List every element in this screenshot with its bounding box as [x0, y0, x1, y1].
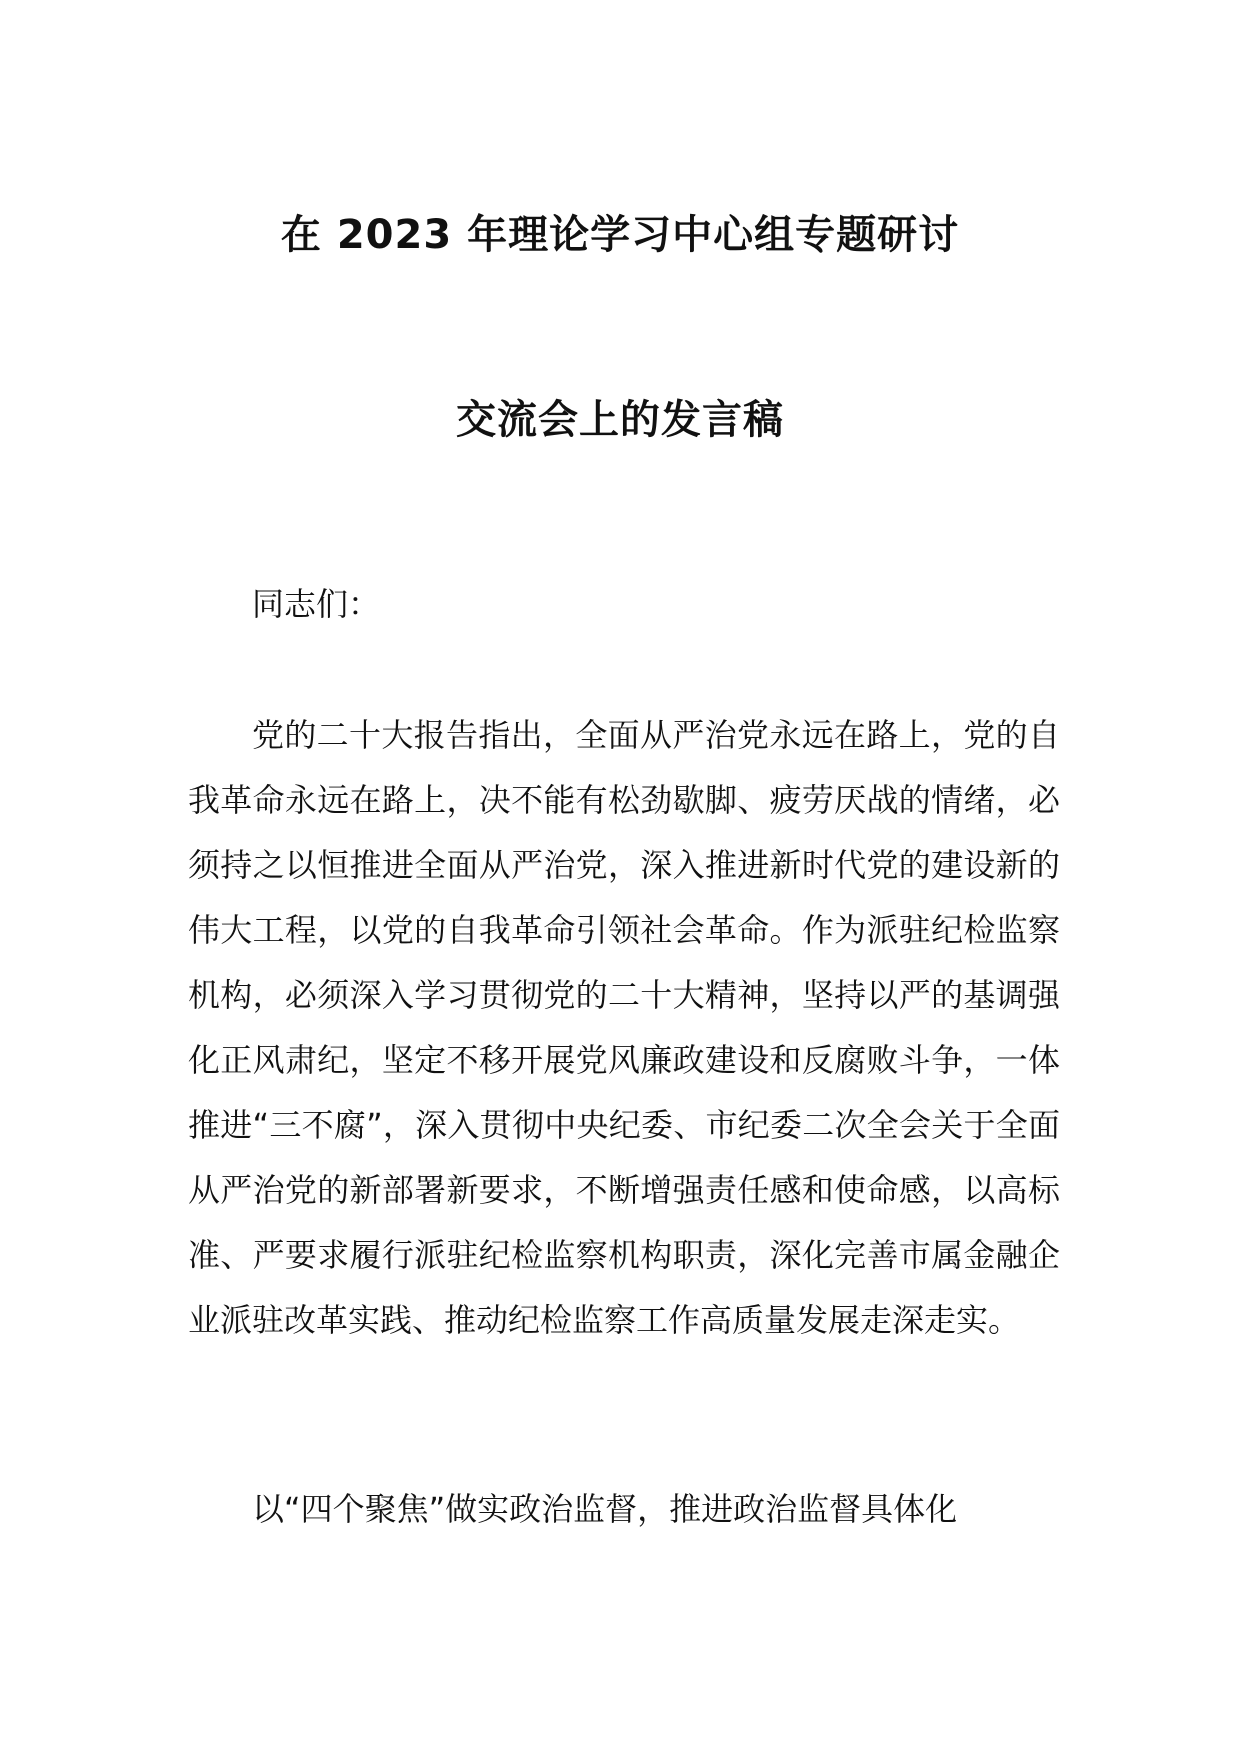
- document-title-line-1: 在 2023 年理论学习中心组专题研讨: [280, 212, 960, 258]
- greeting: 同志们：: [252, 585, 381, 623]
- document-title-line-2: 交流会上的发言稿: [456, 397, 784, 443]
- body-paragraph-1: 党的二十大报告指出，全面从严治党永远在路上，党的自我革命永远在路上，决不能有松劲歇脚、疲劳厌战的情绪，必须持之以恒推进全面从严治党，深入推进新时代党的建设新的伟大工程，以党的自我革命引领社会革命。作为派驻纪检监察机构，必须深入学习贯彻党的二十大精神，坚持以严的基调强化正风肃纪，坚定不移开展党风廉政建设和反腐败斗争，一体推进“三不腐”，深入贯彻中央纪委、市纪委二次全会关于全面从严治党的新部署新要求，不断增强责任感和使命感，以高标准、严要求履行派驻纪检监察机构职责，深化完善市属金融企业派驻改革实践、推动纪检监察工作高质量发展走深走实。: [188, 716, 1060, 1339]
- body-paragraph-2: 以“四个聚焦”做实政治监督，推进政治监督具体化: [252, 1490, 958, 1528]
